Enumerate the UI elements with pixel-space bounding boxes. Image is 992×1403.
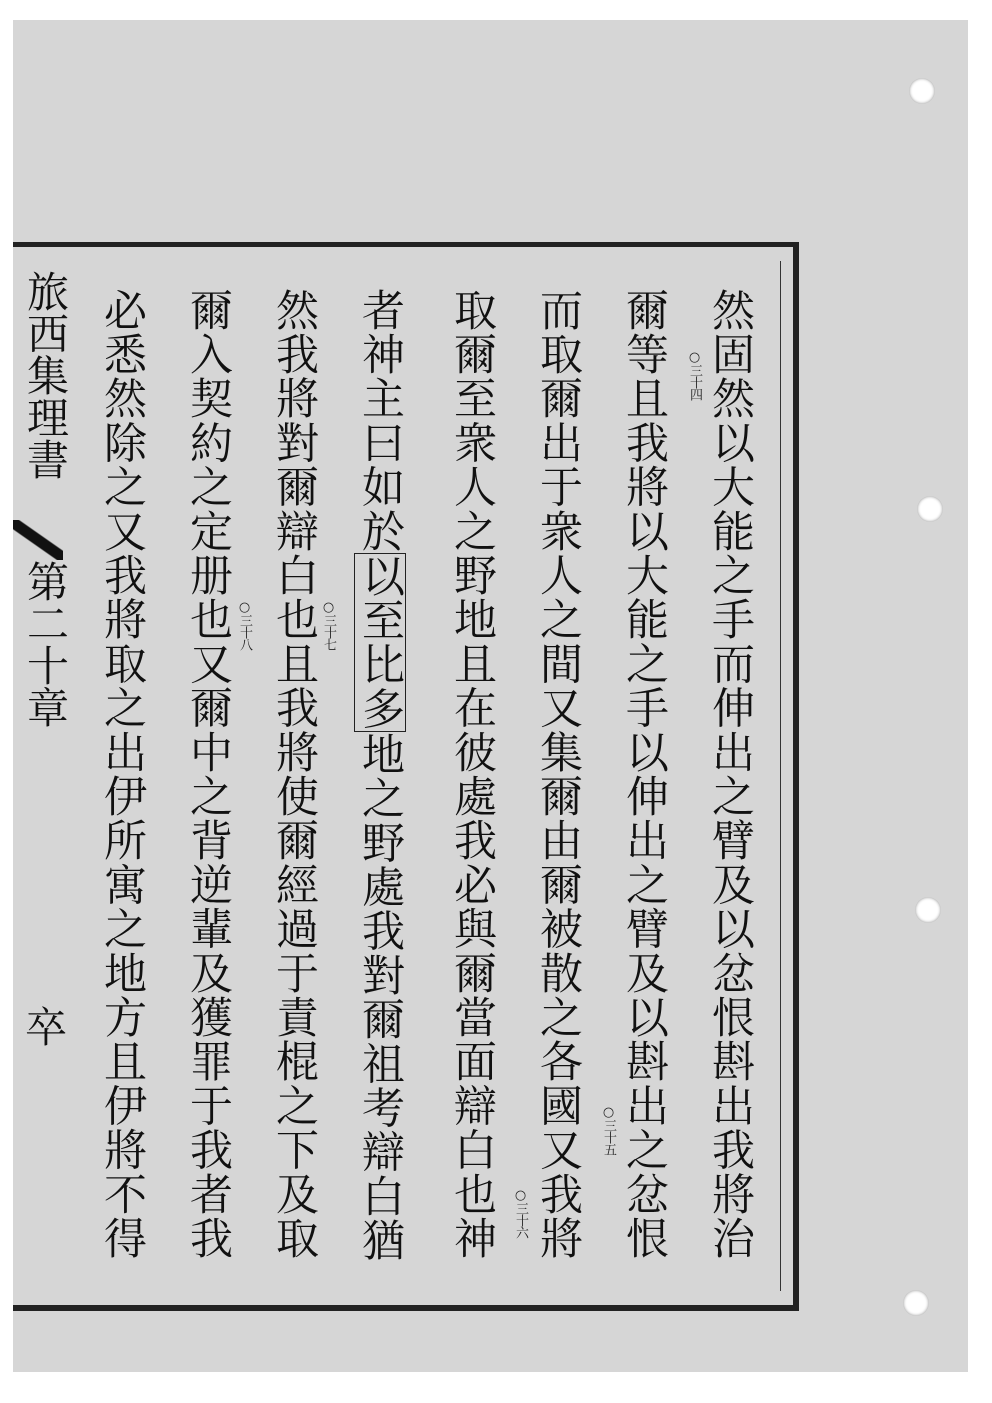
verse-number-36: ○三十六 — [513, 1188, 528, 1238]
text-column-4: 取爾至衆人之野地且在彼處我必與爾當面辯白也神 — [447, 288, 497, 1261]
text-column-7: 爾入契約之定册也又爾中之背逆輩及獲罪于我者我 — [183, 288, 233, 1261]
margin-divider-mark — [13, 520, 63, 560]
frame-inner-rule — [780, 261, 781, 1291]
binding-hole-1 — [909, 78, 935, 104]
text-column-5: 者神主曰如於以至比多地之野處我對爾祖考辯白猶 — [355, 288, 405, 1263]
margin-chapter: 第二十章 — [21, 560, 70, 728]
text-column-2: 爾等且我將以大能之手以伸出之臂及以斟出之忿恨 — [619, 288, 669, 1261]
text-column-1: 然固然以大能之手而伸出之臂及以忿恨斟出我將治 — [705, 288, 755, 1261]
margin-page-mark: 卒 — [19, 1005, 68, 1047]
verse-number-37: ○三十七 — [321, 600, 336, 650]
binding-hole-2 — [917, 496, 943, 522]
binding-hole-4 — [903, 1290, 929, 1316]
verse-number-38: ○三十八 — [237, 600, 252, 650]
verse-number-34: ○三十四 — [687, 350, 702, 400]
binding-hole-3 — [915, 897, 941, 923]
margin-book-title: 旅西集理書 — [21, 270, 70, 480]
verse-number-35: ○三十五 — [601, 1105, 616, 1155]
text-column-3: 而取爾出于衆人之間又集爾由爾被散之各國又我將 — [533, 288, 583, 1261]
scanned-page — [13, 20, 968, 1372]
boxed-place-name: 以至比多 — [355, 554, 405, 732]
text-column-8: 必悉然除之又我將取之出伊所寓之地方且伊將不得 — [97, 288, 147, 1261]
text-column-6: 然我將對爾辯白也且我將使爾經過于責棍之下及取 — [269, 288, 319, 1261]
